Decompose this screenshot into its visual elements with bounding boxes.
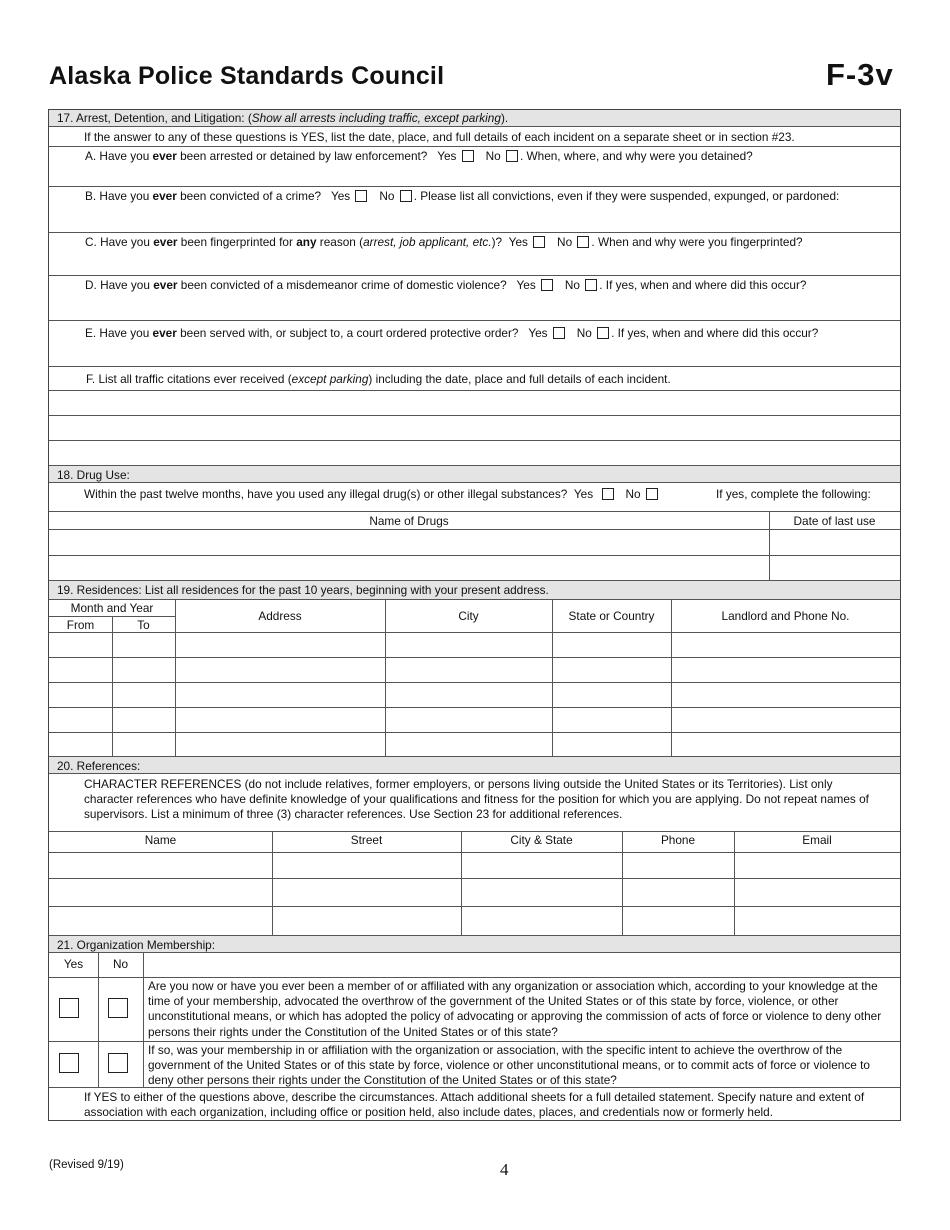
q17c-no-checkbox[interactable] xyxy=(577,236,589,248)
divider xyxy=(49,186,900,187)
divider xyxy=(49,232,900,233)
traffic-citation-line[interactable] xyxy=(49,415,900,416)
divider xyxy=(49,852,900,853)
q17e-yes-checkbox[interactable] xyxy=(553,327,565,339)
membership-footer-text: If YES to either of the questions above, describe the circumstances. Attach additional sheets for a full detailed statement. Specify nature and extent of association with each organization, including office or position held, also include dates, places, and credentials now or formerly held. xyxy=(84,1090,865,1120)
col-to: To xyxy=(137,618,150,632)
section-17-heading: 17. Arrest, Detention, and Litigation: (Show all arrests including traffic, except parking). xyxy=(57,111,509,125)
page-number: 4 xyxy=(500,1160,509,1179)
divider xyxy=(49,482,900,483)
section-17-instruction: If the answer to any of these questions is YES, list the date, place, and full details of each incident on a separate sheet or in section #23. xyxy=(84,130,795,144)
divider xyxy=(49,126,900,127)
col-ref-name: Name xyxy=(144,833,177,847)
drug-yes-checkbox[interactable] xyxy=(602,488,614,500)
divider xyxy=(49,511,900,512)
col-city: City xyxy=(458,609,479,623)
q17b-no-checkbox[interactable] xyxy=(400,190,412,202)
drug-no-checkbox[interactable] xyxy=(646,488,658,500)
col-address: Address xyxy=(258,609,302,623)
divider xyxy=(49,366,900,367)
form-frame xyxy=(48,109,901,1121)
col-name-of-drugs: Name of Drugs xyxy=(369,514,449,528)
q17e-no-checkbox[interactable] xyxy=(597,327,609,339)
divider xyxy=(622,831,623,935)
question-17a: A. Have you ever been arrested or detained by law enforcement? Yes No . When, where, and why were you detained? xyxy=(85,149,753,163)
revision-note: (Revised 9/19) xyxy=(49,1159,124,1171)
divider xyxy=(49,773,900,774)
question-17d: D. Have you ever been convicted of a misdemeanor crime of domestic violence? Yes No . If yes, when and where did this occur? xyxy=(85,278,807,292)
divider xyxy=(461,831,462,935)
section-18-heading: 18. Drug Use: xyxy=(57,468,130,482)
divider xyxy=(49,146,900,147)
q17a-no-checkbox[interactable] xyxy=(506,150,518,162)
section-20-header-band xyxy=(49,757,900,773)
drug-use-question: Within the past twelve months, have you used any illegal drug(s) or other illegal substances? Yes No xyxy=(84,487,660,501)
question-17f: F. List all traffic citations ever received (except parking) including the date, place and full details of each incident. xyxy=(86,372,671,386)
divider xyxy=(112,616,113,756)
drug-row-line[interactable] xyxy=(49,555,900,556)
character-references-text: CHARACTER REFERENCES (do not include relatives, former employers, or persons living outside the United States or its Territories). List only character references who have definite knowledge of your qualifications and fitness for the position for which you are applying. Do not repeat names of supervisors. List a minimum of three (3) character references. Use Section 23 for additional references. xyxy=(84,777,869,822)
section-20-heading: 20. References: xyxy=(57,759,141,773)
section-18-header-band xyxy=(49,466,900,482)
q17b-yes-checkbox[interactable] xyxy=(355,190,367,202)
section-21-heading: 21. Organization Membership: xyxy=(57,938,216,952)
col-state-country: State or Country xyxy=(568,609,655,623)
form-title: Alaska Police Standards Council xyxy=(49,62,445,90)
membership-q2-yes-checkbox[interactable] xyxy=(59,1053,79,1073)
col-month-year: Month and Year xyxy=(70,601,154,615)
col-ref-phone: Phone xyxy=(660,833,696,847)
col-ref-email: Email xyxy=(802,833,832,847)
q17c-yes-checkbox[interactable] xyxy=(533,236,545,248)
question-17c: C. Have you ever been fingerprinted for any reason (arrest, job applicant, etc.)? Yes No . When and why were you fingerprinted? xyxy=(85,235,803,249)
section-19-heading: 19. Residences: List all residences for the past 10 years, beginning with your present address. xyxy=(57,583,549,597)
question-17e: E. Have you ever been served with, or subject to, a court ordered protective order? Yes No . If yes, when and where did this occur? xyxy=(85,326,819,340)
divider xyxy=(49,977,900,978)
membership-question-2: If so, was your membership in or affiliation with the organization or association, with the specific intent to achieve the overthrow of the government of the United States or of this state by force, violence or other unconstitutional means, or to commit acts of force or violence to deny other persons their rights under the Constitution of the United States or of this state? xyxy=(148,1043,870,1088)
question-17b: B. Have you ever been convicted of a crime? Yes No . Please list all convictions, even if they were suspended, expunged, or pardoned: xyxy=(85,189,840,203)
divider xyxy=(49,1087,900,1088)
col-ref-city-state: City & State xyxy=(510,833,573,847)
membership-question-1: Are you now or have you ever been a member of or affiliated with any organization or association which, according to your knowledge at the time of your membership, advocated the overthrow of the government of the United States or of this state by force, violence, or other unconstitutional means, or which has adopted the policy of advocating or approving the commission of acts of force or violence to deny other persons their rights under the Constitution of the United States or of this state? xyxy=(148,979,882,1039)
divider xyxy=(49,632,900,633)
col-date-last-use: Date of last use xyxy=(793,514,876,528)
col-ref-street: Street xyxy=(350,833,383,847)
divider xyxy=(49,599,900,600)
divider xyxy=(769,511,770,581)
q17a-yes-checkbox[interactable] xyxy=(462,150,474,162)
divider xyxy=(98,952,99,1087)
divider xyxy=(49,1041,900,1042)
divider xyxy=(49,529,900,530)
residence-row-line[interactable] xyxy=(49,732,900,733)
membership-q2-no-checkbox[interactable] xyxy=(108,1053,128,1073)
divider xyxy=(49,320,900,321)
col-membership-yes: Yes xyxy=(63,957,84,971)
q17d-yes-checkbox[interactable] xyxy=(541,279,553,291)
divider xyxy=(49,952,900,953)
divider xyxy=(272,831,273,935)
membership-q1-no-checkbox[interactable] xyxy=(108,998,128,1018)
residence-row-line[interactable] xyxy=(49,657,900,658)
col-landlord-phone: Landlord and Phone No. xyxy=(721,609,850,623)
reference-row-line[interactable] xyxy=(49,906,900,907)
traffic-citation-line[interactable] xyxy=(49,440,900,441)
divider xyxy=(734,831,735,935)
drug-followup: If yes, complete the following: xyxy=(716,487,871,501)
divider xyxy=(49,390,900,391)
q17d-no-checkbox[interactable] xyxy=(585,279,597,291)
col-from: From xyxy=(66,618,95,632)
residence-row-line[interactable] xyxy=(49,682,900,683)
residence-row-line[interactable] xyxy=(49,707,900,708)
divider xyxy=(49,275,900,276)
form-code: F-3v xyxy=(826,57,894,92)
col-membership-no: No xyxy=(112,957,129,971)
membership-q1-yes-checkbox[interactable] xyxy=(59,998,79,1018)
reference-row-line[interactable] xyxy=(49,878,900,879)
divider xyxy=(49,831,900,832)
divider xyxy=(143,952,144,1087)
